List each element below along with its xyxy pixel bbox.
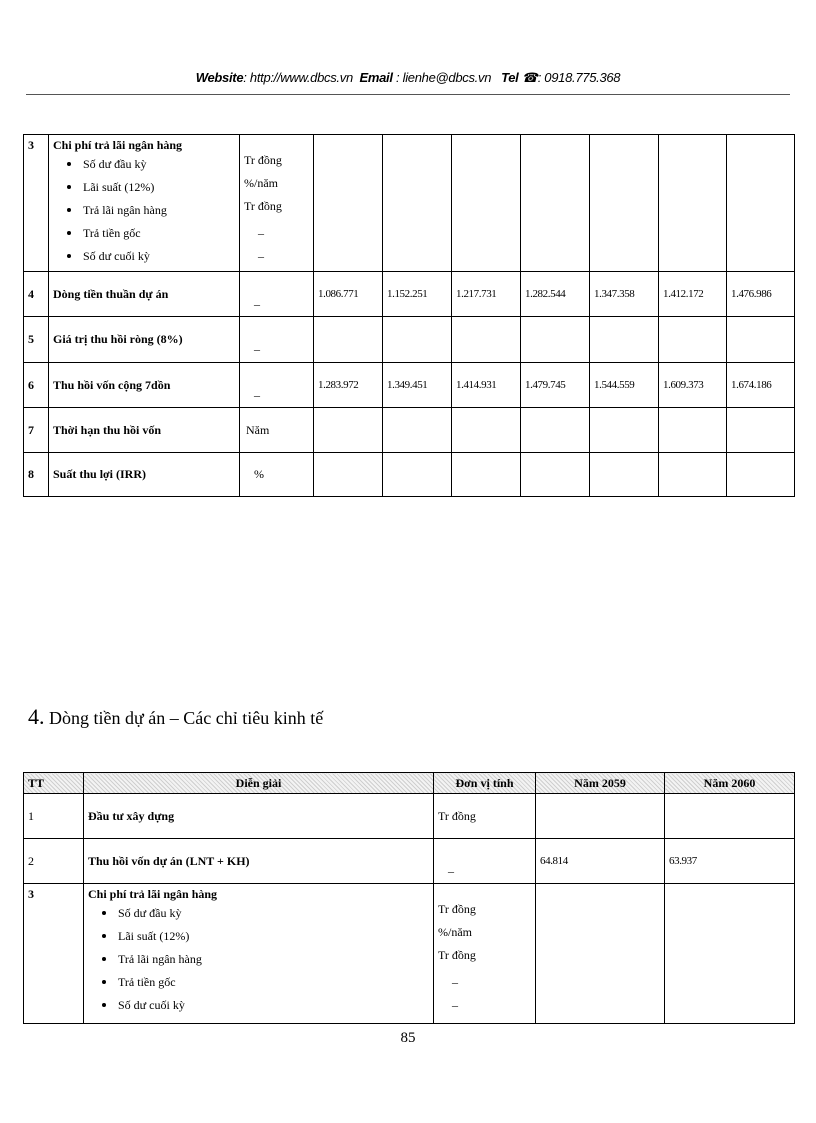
email-value[interactable]: : lienhe@dbcs.vn [392,70,492,85]
table-row [24,794,795,839]
column-header-tt: TT [24,773,84,794]
value-cell [659,408,727,453]
table-row [24,317,795,363]
list-item: Trả lãi ngân hàng [88,948,429,971]
row-number: 3 [24,884,84,1024]
tel-label: Tel [501,70,519,85]
value-cell [452,408,521,453]
unit-line: %/năm [244,176,278,190]
value-cell: 1.283.972 [314,363,383,408]
row-description [84,884,434,1024]
value-cell [665,794,795,839]
table-row [24,884,795,1024]
row-unit [434,884,536,1024]
unit-line: %/năm [438,925,472,939]
value-cell [659,317,727,363]
value-cell [521,453,590,497]
row-title: Chi phí trả lãi ngân hàng [88,887,218,901]
value-cell [383,408,452,453]
row-label: Giá trị thu hồi ròng (8%) [49,317,240,363]
table-row [24,363,795,408]
header-divider [26,94,790,95]
row-unit: _ [240,363,314,408]
value-cell [521,408,590,453]
value-cell: 64.814 [536,839,665,884]
list-item: Số dư cuối kỳ [53,245,235,268]
value-cell: 1.349.451 [383,363,452,408]
row-label: Suất thu lợi (IRR) [49,453,240,497]
row-label: Thu hồi vốn cộng 7dồn [49,363,240,408]
value-cell [590,135,659,272]
unit-line: Tr đồng [438,902,476,916]
row-number: 6 [24,363,49,408]
table-row [24,272,795,317]
row-unit: _ [240,317,314,363]
row-unit: % [240,453,314,497]
unit-line: _ [452,994,458,1008]
unit-line: Tr đồng [438,948,476,962]
value-cell: 1.217.731 [452,272,521,317]
row-number: 2 [24,839,84,884]
row-unit [240,135,314,272]
sub-item-list [53,153,235,268]
value-cell [452,135,521,272]
cash-flow-table-continued [23,134,795,497]
value-cell [314,135,383,272]
sub-item-list [88,902,429,1017]
value-cell: 1.347.358 [590,272,659,317]
value-cell [383,135,452,272]
row-label: Thời hạn thu hồi vốn [49,408,240,453]
value-cell [727,135,795,272]
value-cell [314,453,383,497]
unit-line: Tr đồng [244,153,282,167]
row-unit: Tr đồng [434,794,536,839]
value-cell: 1.609.373 [659,363,727,408]
value-cell [536,794,665,839]
value-cell [536,884,665,1024]
list-item: Số dư đầu kỳ [53,153,235,176]
value-cell [314,317,383,363]
row-label: Thu hồi vốn dự án (LNT + KH) [84,839,434,884]
website-label: Website [195,70,244,85]
row-description [49,135,240,272]
value-cell [659,135,727,272]
column-header-description: Diễn giải [84,773,434,794]
list-item: Trả lãi ngân hàng [53,199,235,222]
column-header-year-2059: Năm 2059 [536,773,665,794]
row-label: Dòng tiền thuần dự án [49,272,240,317]
table-row [24,453,795,497]
value-cell: 1.674.186 [727,363,795,408]
value-cell: 1.152.251 [383,272,452,317]
value-cell [452,453,521,497]
page-header [0,70,816,86]
list-item: Trả tiền gốc [53,222,235,245]
value-cell: 1.476.986 [727,272,795,317]
unit-line: _ [258,222,264,236]
section-heading [28,704,323,730]
value-cell: 1.414.931 [452,363,521,408]
row-unit: Năm [240,408,314,453]
website-value[interactable]: : http://www.dbcs.vn [243,70,353,85]
value-cell: 1.544.559 [590,363,659,408]
table-header-row [24,773,795,794]
table-row [24,135,795,272]
value-cell: 63.937 [665,839,795,884]
table-row [24,839,795,884]
cash-flow-table [23,772,795,1024]
value-cell: 1.479.745 [521,363,590,408]
value-cell [521,135,590,272]
section-number: 4. [28,704,45,729]
row-number: 4 [24,272,49,317]
value-cell [314,408,383,453]
row-number: 3 [24,135,49,272]
value-cell [590,408,659,453]
row-label: Đầu tư xây dựng [84,794,434,839]
tel-value: : 0918.775.368 [537,70,621,85]
email-label: Email [359,70,393,85]
column-header-year-2060: Năm 2060 [665,773,795,794]
page-number: 85 [400,1030,416,1046]
list-item: Trả tiền gốc [88,971,429,994]
value-cell: 1.086.771 [314,272,383,317]
value-cell [383,317,452,363]
row-unit: _ [434,839,536,884]
phone-icon: ☎ [521,70,538,85]
value-cell [590,317,659,363]
value-cell [452,317,521,363]
list-item: Số dư đầu kỳ [88,902,429,925]
value-cell [727,317,795,363]
value-cell [383,453,452,497]
value-cell [727,453,795,497]
table-row [24,408,795,453]
row-number: 7 [24,408,49,453]
unit-line: _ [452,971,458,985]
row-unit: _ [240,272,314,317]
value-cell [590,453,659,497]
unit-line: _ [258,245,264,259]
row-number: 8 [24,453,49,497]
value-cell: 1.412.172 [659,272,727,317]
value-cell [665,884,795,1024]
section-title-text: Dòng tiền dự án – Các chỉ tiêu kinh tế [44,708,324,728]
value-cell [521,317,590,363]
list-item: Lãi suất (12%) [53,176,235,199]
value-cell: 1.282.544 [521,272,590,317]
unit-line: Tr đồng [244,199,282,213]
row-number: 1 [24,794,84,839]
value-cell [727,408,795,453]
row-title: Chi phí trả lãi ngân hàng [53,138,183,152]
value-cell [659,453,727,497]
column-header-unit: Đơn vị tính [434,773,536,794]
list-item: Lãi suất (12%) [88,925,429,948]
list-item: Số dư cuối kỳ [88,994,429,1017]
row-number: 5 [24,317,49,363]
